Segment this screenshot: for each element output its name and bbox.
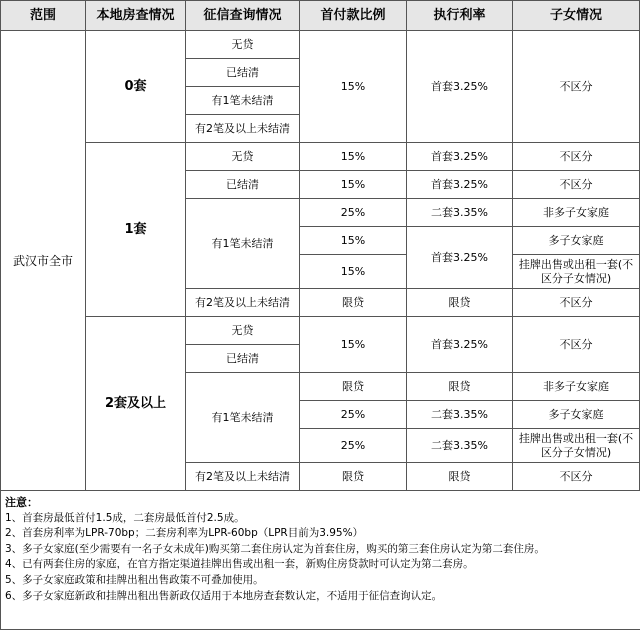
count-2-cell: 2套及以上 (86, 317, 186, 491)
rate-cell: 限贷 (407, 463, 513, 491)
down-payment-cell: 25% (300, 429, 407, 463)
credit-cell: 无贷 (186, 31, 300, 59)
note-line: 2、首套房利率为LPR-70bp；二套房利率为LPR-60bp（LPR目前为3.95%） (5, 527, 364, 540)
note-line: 3、多子女家庭(至少需要有一名子女未成年)购买第二套住房认定为首套住房，购买的第三套住房认定为第二套住房。 (5, 542, 545, 555)
rate-cell: 二套3.35% (407, 429, 513, 463)
children-cell: 不区分 (513, 317, 640, 373)
children-cell: 挂牌出售或出租一套(不区分子女情况) (513, 255, 640, 289)
notes-section (0, 491, 640, 630)
note-line: 6、多子女家庭新政和挂牌出租出售新政仅适用于本地房查套数认定，不适用于征信查询认定。 (5, 589, 443, 602)
rate-cell: 二套3.35% (407, 401, 513, 429)
down-payment-cell: 15% (300, 143, 407, 171)
note-line: 4、已有两套住房的家庭，在官方指定渠道挂牌出售或出租一套，新购住房贷款时可认定为第二套房。 (5, 558, 474, 571)
credit-cell: 有1笔未结清 (186, 87, 300, 115)
note-line: 1、首套房最低首付1.5成，二套房最低首付2.5成。 (5, 511, 245, 524)
table-row (1, 317, 640, 345)
children-cell: 不区分 (513, 289, 640, 317)
children-cell: 非多子女家庭 (513, 373, 640, 401)
credit-cell: 有2笔及以上未结清 (186, 463, 300, 491)
notes-title: 注意： (5, 496, 38, 509)
credit-cell: 已结清 (186, 59, 300, 87)
down-payment-cell: 15% (300, 227, 407, 255)
header-credit-status: 征信查询情况 (186, 1, 300, 31)
rate-cell: 首套3.25% (407, 317, 513, 373)
credit-cell: 有2笔及以上未结清 (186, 115, 300, 143)
children-cell: 多子女家庭 (513, 401, 640, 429)
header-row (1, 1, 640, 31)
down-payment-cell: 15% (300, 171, 407, 199)
down-payment-cell: 15% (300, 317, 407, 373)
credit-cell: 有2笔及以上未结清 (186, 289, 300, 317)
header-down-payment: 首付款比例 (300, 1, 407, 31)
children-cell: 不区分 (513, 463, 640, 491)
credit-cell: 已结清 (186, 345, 300, 373)
rate-cell: 限贷 (407, 373, 513, 401)
credit-cell: 无贷 (186, 143, 300, 171)
rate-cell: 首套3.25% (407, 227, 513, 289)
down-payment-cell: 15% (300, 255, 407, 289)
children-cell: 不区分 (513, 143, 640, 171)
credit-cell: 已结清 (186, 171, 300, 199)
rate-cell: 首套3.25% (407, 31, 513, 143)
city-cell: 武汉市全市 (1, 31, 86, 491)
rate-cell: 首套3.25% (407, 171, 513, 199)
header-scope: 范围 (1, 1, 86, 31)
note-line: 5、多子女家庭政策和挂牌出租出售政策不可叠加使用。 (5, 573, 264, 586)
rate-cell: 限贷 (407, 289, 513, 317)
header-children: 子女情况 (513, 1, 640, 31)
down-payment-cell: 25% (300, 199, 407, 227)
down-payment-cell: 25% (300, 401, 407, 429)
credit-cell: 有1笔未结清 (186, 199, 300, 289)
rate-cell: 首套3.25% (407, 143, 513, 171)
children-cell: 挂牌出售或出租一套(不区分子女情况) (513, 429, 640, 463)
rate-cell: 二套3.35% (407, 199, 513, 227)
children-cell: 非多子女家庭 (513, 199, 640, 227)
table-row (1, 143, 640, 171)
children-cell: 多子女家庭 (513, 227, 640, 255)
table-row (1, 31, 640, 59)
credit-cell: 有1笔未结清 (186, 373, 300, 463)
children-cell: 不区分 (513, 171, 640, 199)
down-payment-cell: 限贷 (300, 289, 407, 317)
header-interest-rate: 执行利率 (407, 1, 513, 31)
count-1-cell: 1套 (86, 143, 186, 317)
down-payment-cell: 15% (300, 31, 407, 143)
credit-cell: 无贷 (186, 317, 300, 345)
down-payment-cell: 限贷 (300, 463, 407, 491)
count-0-cell: 0套 (86, 31, 186, 143)
header-property-count: 本地房查情况 (86, 1, 186, 31)
children-cell: 不区分 (513, 31, 640, 143)
down-payment-cell: 限贷 (300, 373, 407, 401)
